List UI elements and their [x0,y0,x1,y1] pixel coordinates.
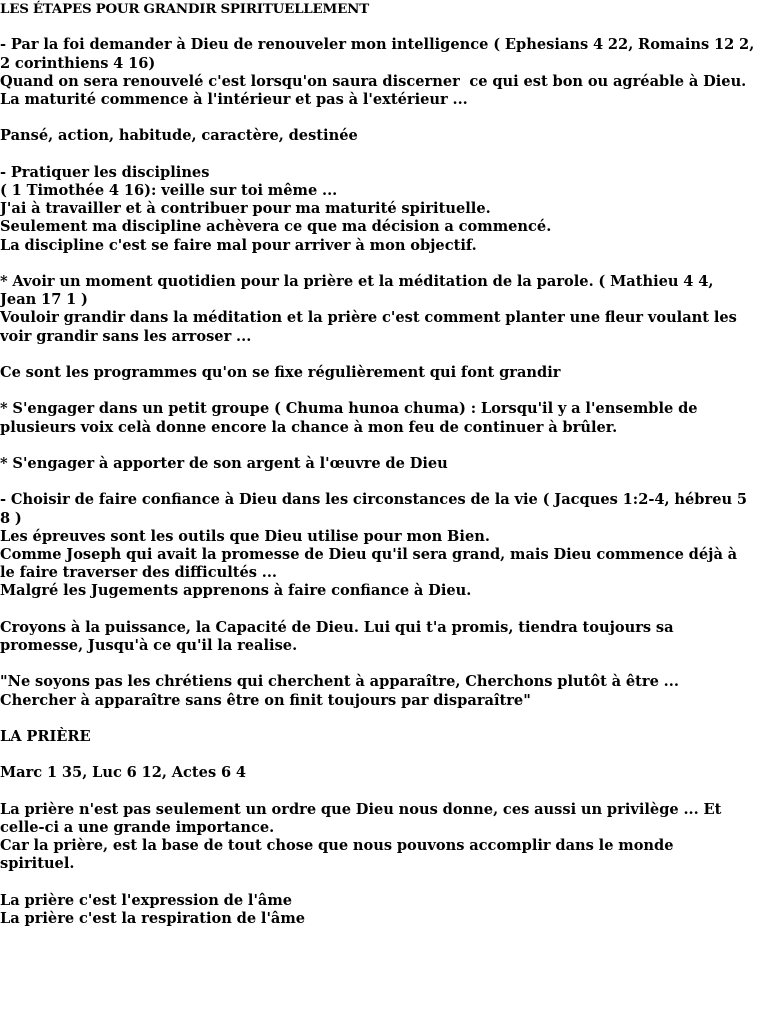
paragraph [0,619,768,655]
text-line: J'ai à travailler et à contribuer pour ma maturité spirituelle. [0,200,491,218]
text-line: "Ne soyons pas les chrétiens qui cherchent à apparaître, Cherchons plutôt à être ... [0,673,679,691]
text-line: spirituel. [0,855,75,873]
paragraph [0,892,768,928]
text-line: Marc 1 35, Luc 6 12, Actes 6 4 [0,764,247,782]
text-line: Jean 17 1 ) [0,291,88,309]
document-body [0,36,768,928]
text-line: 2 corinthiens 4 16) [0,54,156,72]
text-line: La discipline c'est se faire mal pour arriver à mon objectif. [0,236,477,254]
paragraph [0,364,768,382]
text-line: Ce sont les programmes qu'on se fixe régulièrement qui font grandir [0,363,561,381]
text-line: celle-ci a une grande importance. [0,818,275,836]
paragraph [0,164,768,255]
text-line: * S'engager dans un petit groupe ( Chuma hunoa chuma) : Lorsqu'il y a l'ensemble de [0,400,698,418]
text-line: Malgré les Jugements apprenons à faire confiance à Dieu. [0,582,472,600]
text-line: le faire traverser des difficultés ... [0,564,278,582]
paragraph [0,764,768,782]
paragraph [0,36,768,109]
text-line: Seulement ma discipline achèvera ce que ma décision a commencé. [0,218,552,236]
text-line: promesse, Jusqu'à ce qu'il la realise. [0,636,298,654]
paragraph [0,127,768,145]
text-line: ( 1 Timothée 4 16): veille sur toi même ... [0,181,338,199]
text-line: plusieurs voix celà donne encore la chance à mon feu de continuer à brûler. [0,418,618,436]
paragraph [0,273,768,346]
text-line: * S'engager à apporter de son argent à l'œuvre de Dieu [0,454,448,472]
paragraph [0,491,768,600]
text-line: LA PRIÈRE [0,727,91,745]
text-line: * Avoir un moment quotidien pour la prière et la méditation de la parole. ( Mathieu 4 4, [0,272,714,290]
paragraph [0,673,768,709]
text-line: - Pratiquer les disciplines [0,163,210,181]
text-line: Quand on sera renouvelé c'est lorsqu'on saura discerner ce qui est bon ou agréable à Dieu. [0,72,747,90]
text-line: La prière n'est pas seulement un ordre que Dieu nous donne, ces aussi un privilège ... Et [0,800,722,818]
text-line: 8 ) [0,509,22,527]
text-line: - Par la foi demander à Dieu de renouveler mon intelligence ( Ephesians 4 22, Romains 12 2, [0,36,755,54]
document-title: LES ÉTAPES POUR GRANDIR SPIRITUELLEMENT [0,1,369,17]
paragraph [0,400,768,436]
text-line: voir grandir sans les arroser ... [0,327,252,345]
text-line: Croyons à la puissance, la Capacité de Dieu. Lui qui t'a promis, tiendra toujours sa [0,618,674,636]
text-line: La prière c'est l'expression de l'âme [0,891,293,909]
paragraph [0,455,768,473]
text-line: Vouloir grandir dans la méditation et la prière c'est comment planter une fleur voulant les [0,309,737,327]
text-line: Car la prière, est la base de tout chose que nous pouvons accomplir dans le monde [0,837,674,855]
text-line: Comme Joseph qui avait la promesse de Dieu qu'il sera grand, mais Dieu commence déjà à [0,545,738,563]
text-line: Les épreuves sont les outils que Dieu utilise pour mon Bien. [0,527,490,545]
paragraph [0,728,768,746]
text-line: La maturité commence à l'intérieur et pas à l'extérieur ... [0,91,468,108]
text-line: - Choisir de faire confiance à Dieu dans les circonstances de la vie ( Jacques 1:2-4, hébreu 5 [0,491,748,509]
text-line: La prière c'est la respiration de l'âme [0,909,306,927]
paragraph [0,801,768,874]
text-line: Pansé, action, habitude, caractère, destinée [0,127,358,145]
text-line: Chercher à apparaître sans être on finit toujours par disparaître" [0,691,531,709]
